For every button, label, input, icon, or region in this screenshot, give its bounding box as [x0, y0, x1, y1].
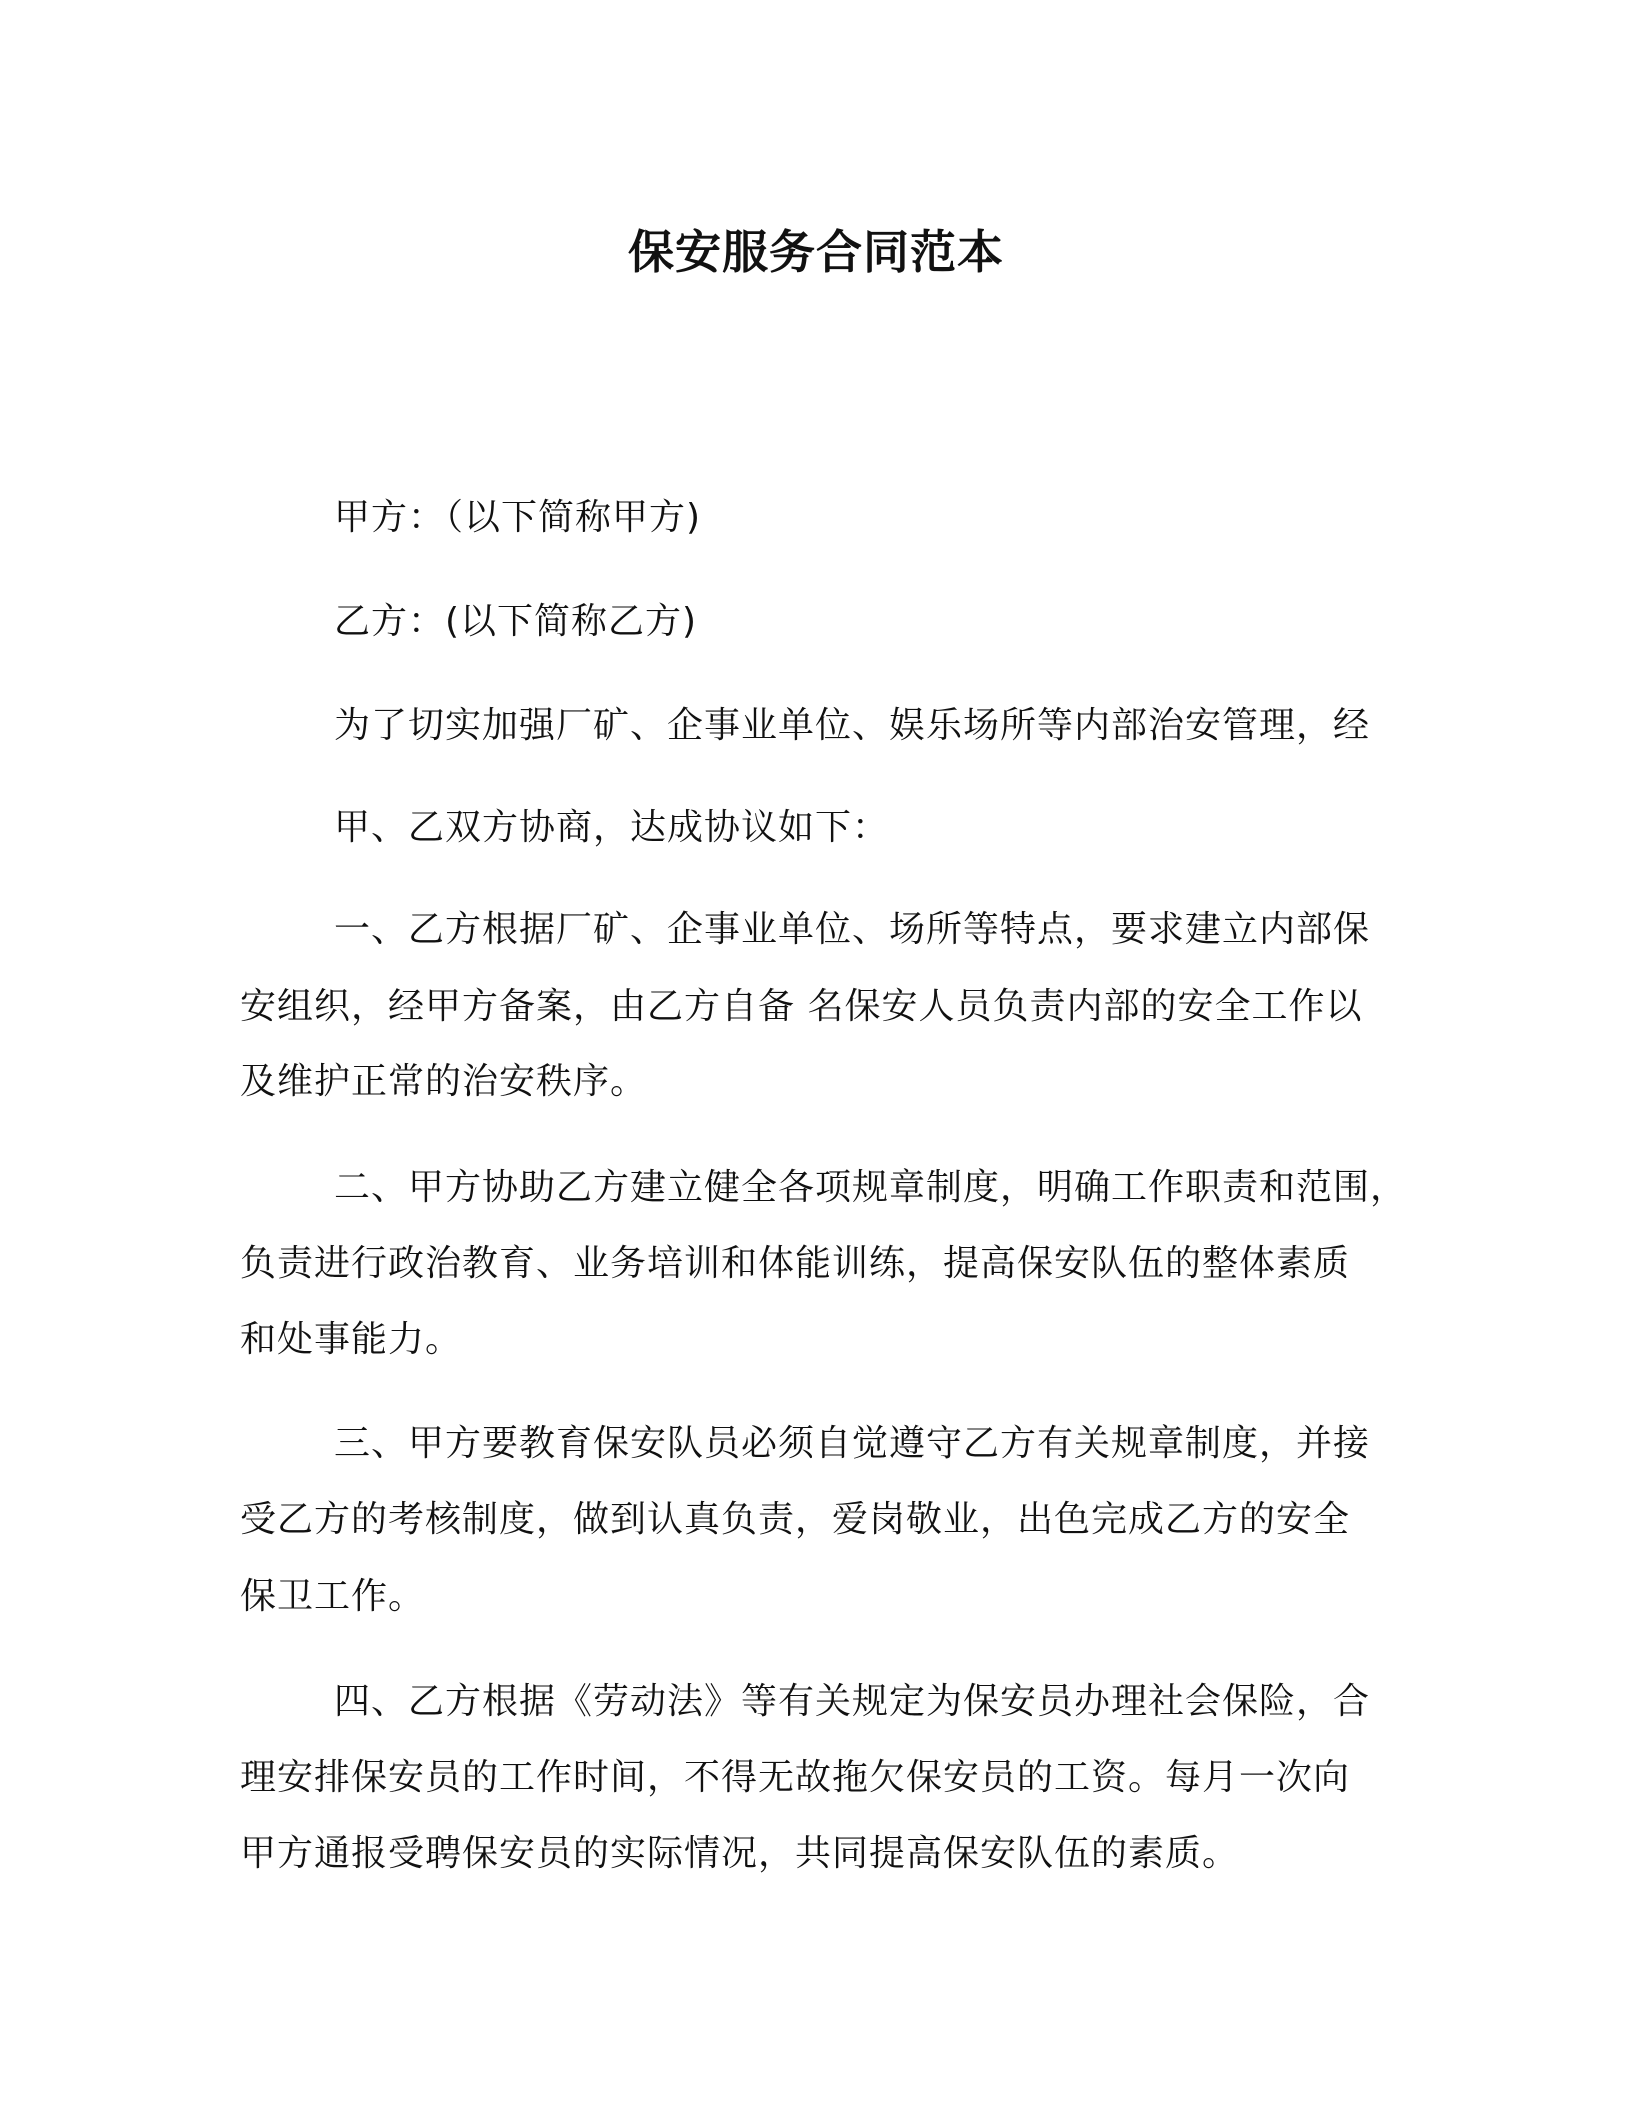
- clause-3-line-1: 三、甲方要教育保安队员必须自觉遵守乙方有关规章制度，并接: [334, 1423, 1371, 1464]
- document-title: 保安服务合同范本: [628, 225, 1004, 279]
- clause-1-line-3: 及维护正常的治安秩序。: [240, 1061, 648, 1102]
- clause-4-line-2: 理安排保安员的工作时间，不得无故拖欠保安员的工资。每月一次向: [240, 1757, 1351, 1798]
- party-b-line: 乙方：(以下简称乙方): [334, 601, 698, 642]
- clause-1-line-1: 一、乙方根据厂矿、企事业单位、场所等特点，要求建立内部保: [334, 909, 1371, 950]
- clause-4-line-3: 甲方通报受聘保安员的实际情况，共同提高保安队伍的素质。: [240, 1833, 1240, 1874]
- intro-line-2: 甲、乙双方协商，达成协议如下：: [334, 807, 890, 848]
- clause-4-line-1: 四、乙方根据《劳动法》等有关规定为保安员办理社会保险，合: [334, 1681, 1371, 1722]
- clause-3-line-2: 受乙方的考核制度，做到认真负责，爱岗敬业，出色完成乙方的安全: [240, 1499, 1351, 1540]
- clause-3-line-3: 保卫工作。: [240, 1576, 426, 1617]
- clause-2-line-3: 和处事能力。: [240, 1319, 463, 1360]
- clause-2-line-1: 二、甲方协助乙方建立健全各项规章制度，明确工作职责和范围，: [334, 1167, 1408, 1208]
- clause-2-line-2: 负责进行政治教育、业务培训和体能训练，提高保安队伍的整体素质: [240, 1243, 1351, 1284]
- clause-1-line-2: 安组织，经甲方备案，由乙方自备 名保安人员负责内部的安全工作以: [240, 986, 1363, 1027]
- intro-line-1: 为了切实加强厂矿、企事业单位、娱乐场所等内部治安管理，经: [334, 705, 1371, 746]
- party-a-line: 甲方：（以下简称甲方): [334, 497, 702, 538]
